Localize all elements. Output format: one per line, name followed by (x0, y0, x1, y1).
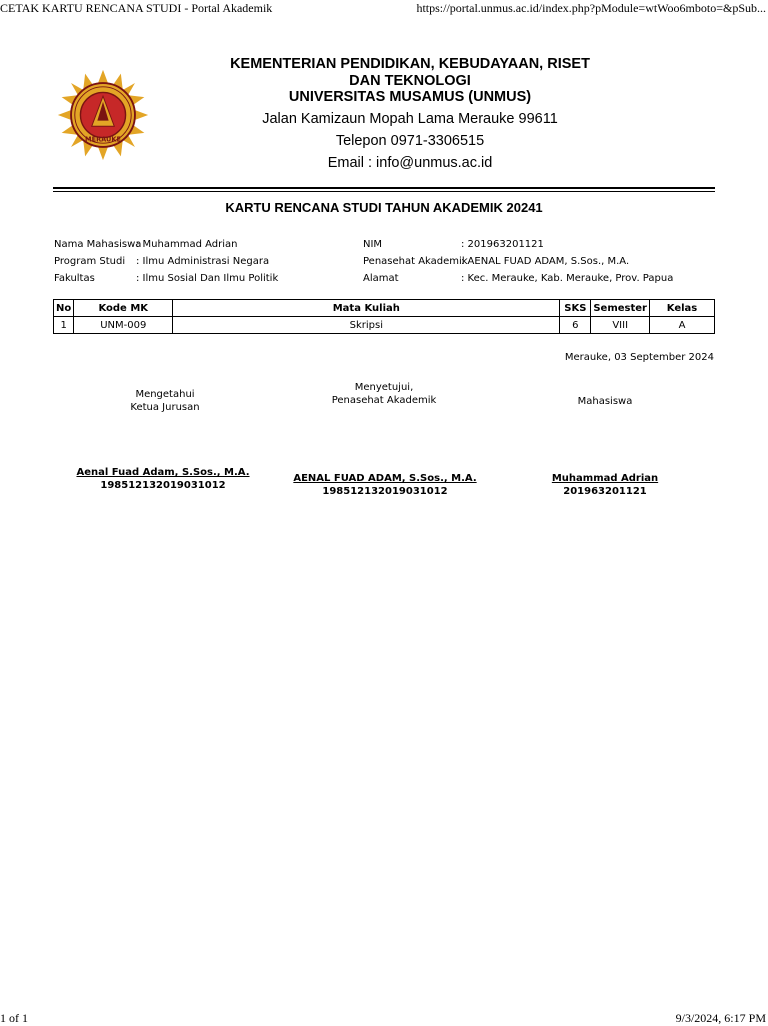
info-value: : 201963201121 (461, 239, 544, 250)
print-datetime: 9/3/2024, 6:17 PM (675, 1011, 766, 1025)
info-value: : Kec. Merauke, Kab. Merauke, Prov. Papua (461, 273, 674, 284)
cell-credits: 6 (560, 317, 591, 334)
info-value: : Ilmu Administrasi Negara (136, 256, 270, 267)
signature-student (530, 472, 680, 498)
cell-course-code: UNM-009 (74, 317, 173, 334)
column-header-credits: SKS (560, 300, 591, 317)
signature-title-line1: Menyetujui, (354, 382, 414, 393)
info-row-study-program (54, 253, 278, 270)
info-label: Penasehat Akademik (363, 256, 468, 267)
signature-title-line2: Ketua Jurusan (130, 402, 200, 413)
info-value: : Ilmu Sosial Dan Ilmu Politik (136, 273, 279, 284)
cell-no: 1 (54, 317, 74, 334)
info-row-nim (363, 236, 673, 253)
signature-advisor (290, 472, 480, 498)
print-page-count: 1 of 1 (0, 1011, 28, 1025)
university-phone: Telepon 0971-3306515 (335, 132, 485, 149)
info-label: Program Studi (54, 256, 126, 267)
signatory-name: Aenal Fuad Adam, S.Sos., M.A. (76, 467, 250, 478)
column-header-course-name: Mata Kuliah (173, 300, 560, 317)
signatory-id: 198512132019031012 (100, 480, 226, 491)
signature-student-title (530, 395, 680, 408)
ministry-name-line1: KEMENTERIAN PENDIDIKAN, KEBUDAYAAN, RISET (230, 56, 590, 72)
column-header-class: Kelas (650, 300, 715, 317)
info-label: Nama Mahasiswa (54, 239, 142, 250)
info-row-address (363, 270, 673, 287)
cell-semester: VIII (591, 317, 650, 334)
university-name: UNIVERSITAS MUSAMUS (UNMUS) (288, 89, 532, 105)
student-info-left (54, 236, 278, 287)
table-header-row (54, 300, 715, 317)
info-row-student-name (54, 236, 278, 253)
logo-text: MERAUKE (85, 135, 121, 144)
document-title: KARTU RENCANA STUDI TAHUN AKADEMIK 20241 (225, 200, 543, 215)
signature-advisor-title (300, 381, 468, 407)
info-label: NIM (363, 239, 383, 250)
institution-header (150, 56, 670, 174)
cell-course-name: Skripsi (173, 317, 560, 334)
column-header-no: No (54, 300, 74, 317)
signatory-id: 201963201121 (563, 486, 647, 497)
column-header-semester: Semester (591, 300, 650, 317)
info-value: : Muhammad Adrian (136, 239, 238, 250)
print-page-title: CETAK KARTU RENCANA STUDI - Portal Akademik (0, 1, 273, 15)
signatory-name: AENAL FUAD ADAM, S.Sos., M.A. (293, 473, 477, 484)
university-logo (56, 68, 150, 162)
header-divider-thick (53, 187, 715, 189)
signatory-name: Muhammad Adrian (551, 473, 659, 484)
info-label: Fakultas (54, 273, 95, 284)
course-table (53, 299, 715, 334)
signatory-id: 198512132019031012 (322, 486, 448, 497)
student-info-right (363, 236, 673, 287)
header-divider-thin (53, 191, 715, 192)
column-header-course-code: Kode MK (74, 300, 173, 317)
university-email: Email : info@unmus.ac.id (327, 154, 493, 171)
print-page-url: https://portal.unmus.ac.id/index.php?pModule=wtWoo6mboto=&pSub... (416, 1, 766, 15)
table-row (54, 317, 715, 334)
ministry-name-line2: DAN TEKNOLOGI (349, 72, 471, 89)
signature-title-line1: Mengetahui (135, 389, 195, 400)
signature-head-of-department (70, 466, 256, 492)
info-value: : AENAL FUAD ADAM, S.Sos., M.A. (461, 256, 630, 267)
info-label: Alamat (363, 273, 399, 284)
signature-head-of-department-title (80, 388, 250, 414)
info-row-academic-advisor (363, 253, 673, 270)
signature-title-line1: Mahasiswa (577, 396, 633, 407)
info-row-faculty (54, 270, 278, 287)
place-date: Merauke, 03 September 2024 (564, 352, 714, 363)
university-address: Jalan Kamizaun Mopah Lama Merauke 99611 (262, 110, 558, 127)
cell-class: A (650, 317, 715, 334)
signature-title-line2: Penasehat Akademik (331, 395, 437, 406)
